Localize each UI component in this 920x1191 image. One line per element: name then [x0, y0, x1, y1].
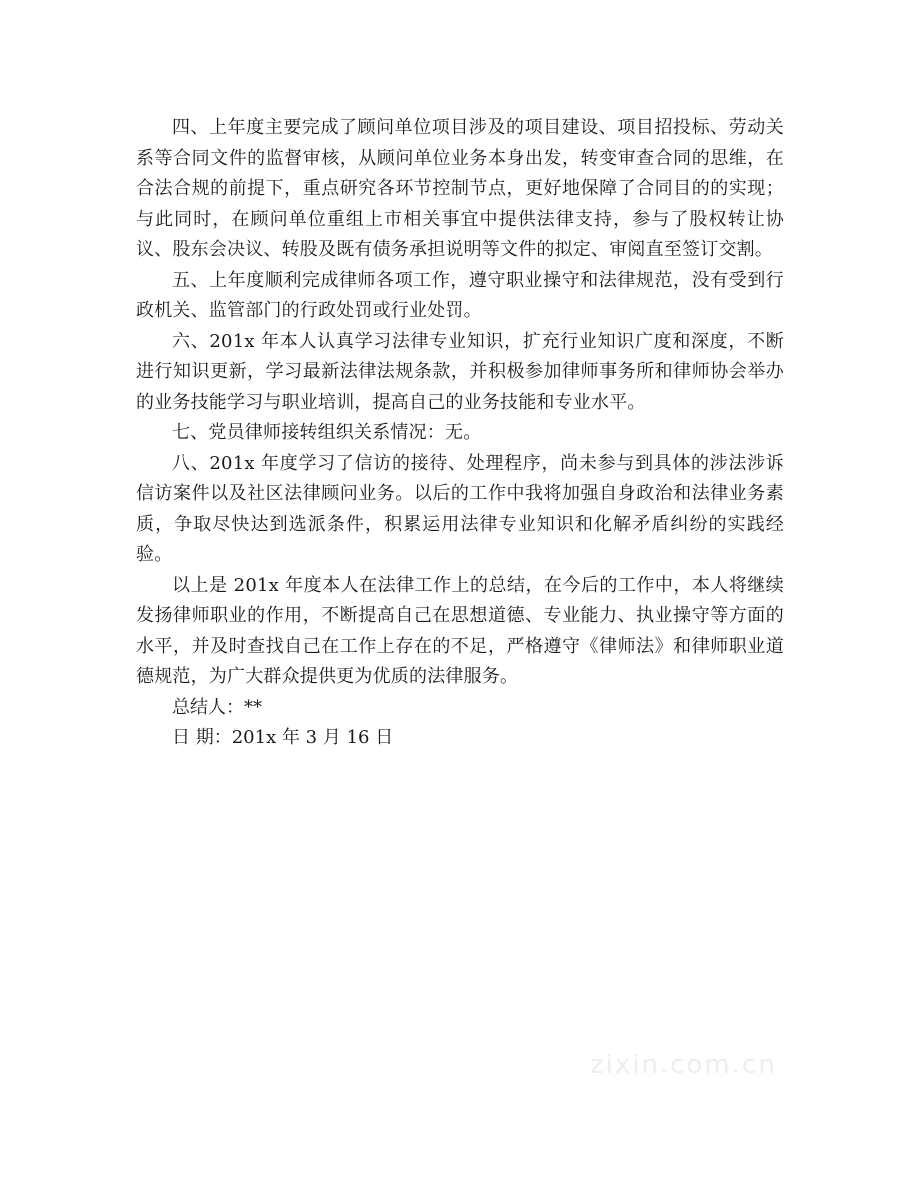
watermark: zixin.com.cn: [590, 1050, 777, 1080]
document-body: [136, 113, 784, 754]
date-line: 日 期：201x 年 3 月 16 日: [172, 727, 394, 748]
paragraph-7: 七、党员律师接转组织关系情况：无。: [172, 422, 482, 443]
signature-line: 总结人：**: [172, 696, 262, 718]
paragraph-summary: 以上是 201x 年度本人在法律工作上的总结，在今后的工作中，本人将继续发扬律师职业的作用，不断提高自己在思想道德、专业能力、执业操守等方面的水平，并及时查找自己在工作上存在的不足，严格遵守《律师法》和律师职业道德规范，为广大群众提供更为优质的法律服务。: [136, 574, 784, 687]
paragraph-5: 五、上年度顺利完成律师各项工作，遵守职业操守和法律规范，没有受到行政机关、监管部门的行政处罚或行业处罚。: [136, 269, 784, 321]
paragraph-6: 六、201x 年本人认真学习法律专业知识，扩充行业知识广度和深度，不断进行知识更新，学习最新法律法规条款，并积极参加律师事务所和律师协会举办的业务技能学习与职业培训，提高自己的业务技能和专业水平。: [136, 330, 784, 413]
paragraph-4: 四、上年度主要完成了顾问单位项目涉及的项目建设、项目招投标、劳动关系等合同文件的监督审核，从顾问单位业务本身出发，转变审查合同的思维，在合法合规的前提下，重点研究各环节控制节点，更好地保障了合同目的的实现；与此同时，在顾问单位重组上市相关事宜中提供法律支持，参与了股权转让协议、股东会决议、转股及既有债务承担说明等文件的拟定、审阅直至签订交割。: [136, 117, 784, 260]
paragraph-8: 八、201x 年度学习了信访的接待、处理程序，尚未参与到具体的涉法涉诉信访案件以及社区法律顾问业务。以后的工作中我将加强自身政治和法律业务素质，争取尽快达到选派条件，积累运用法律专业知识和化解矛盾纠纷的实践经验。: [136, 452, 784, 565]
